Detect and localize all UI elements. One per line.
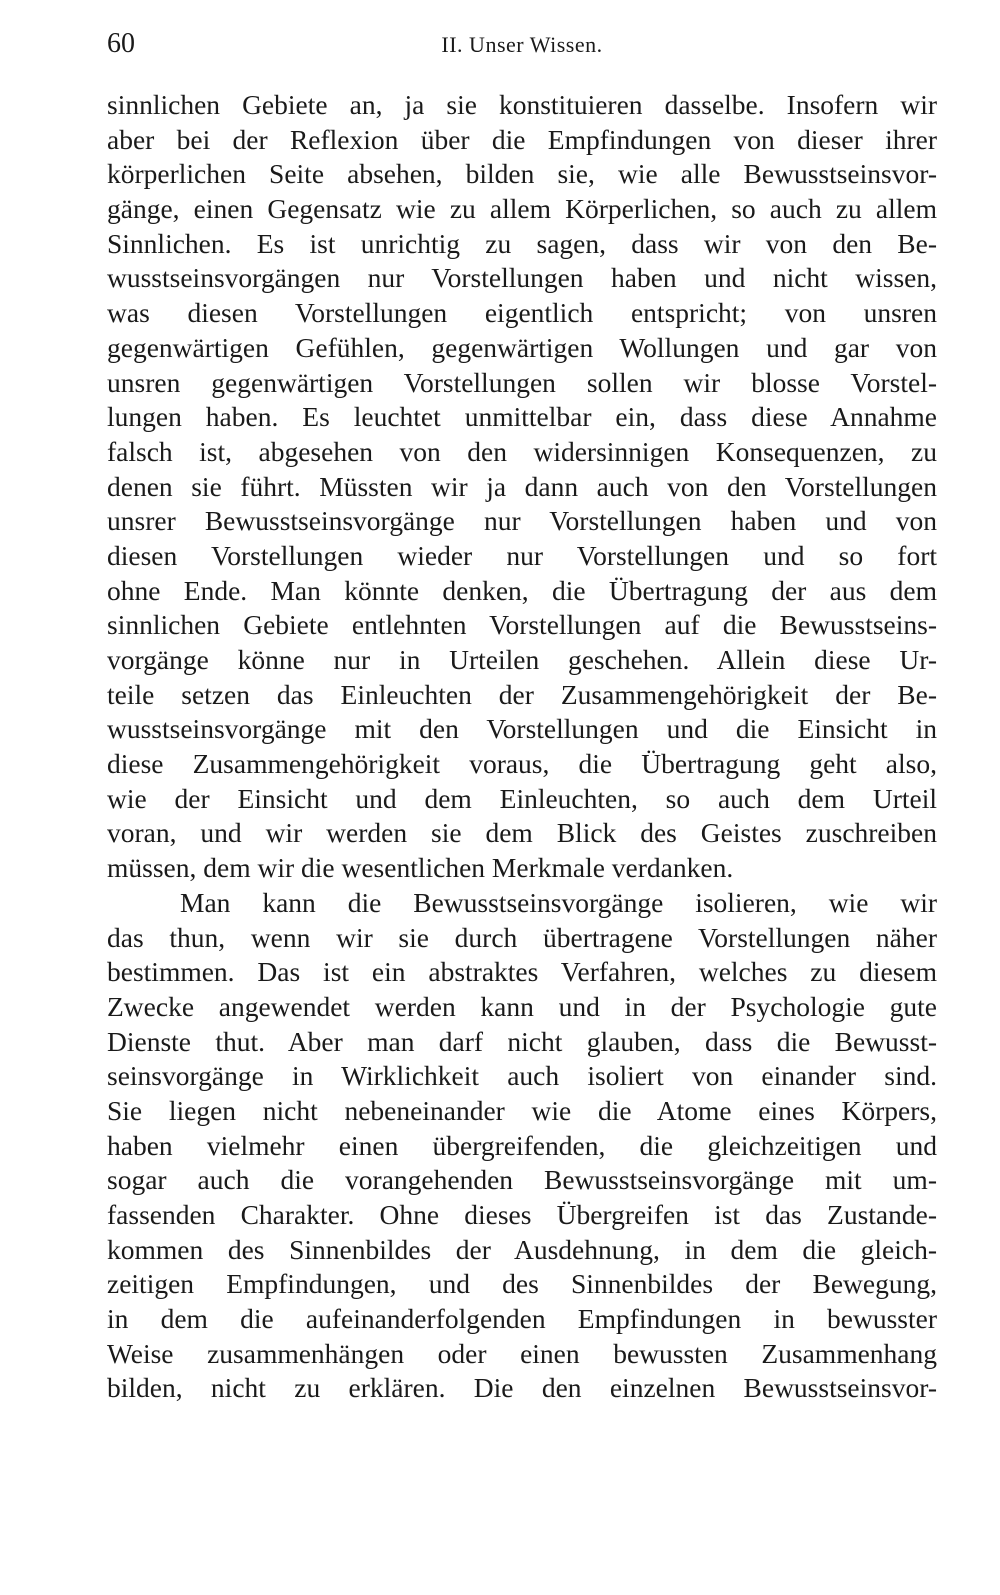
text-line: was diesen Vorstellungen eigentlich entspricht; von unsren [107,297,937,329]
text-line: diesen Vorstellungen wieder nur Vorstellungen und so fort [107,539,937,571]
text-line: unsrer Bewusstseinsvorgänge nur Vorstellungen haben und von [107,505,937,537]
text-line: fassenden Charakter. Ohne dieses Übergreifen ist das Zustande- [107,1199,937,1230]
text-line: gegenwärtigen Gefühlen, gegenwärtigen Wollungen und gar von [107,331,937,363]
text-line: körperlichen Seite absehen, bilden sie, wie alle Bewusstseinsvor- [107,158,937,190]
text-line: unsren gegenwärtigen Vorstellungen sollen wir blosse Vorstel- [107,366,937,398]
running-head: II. Unser Wissen. [441,32,603,57]
text-line: aber bei der Reflexion über die Empfindungen von dieser ihrer [107,123,937,155]
text-line: gänge, einen Gegensatz wie zu allem Körperlichen, so auch zu allem [107,193,937,225]
text-line: falsch ist, abgesehen von den widersinnigen Konsequenzen, zu [107,435,937,467]
text-line: in dem die aufeinanderfolgenden Empfindungen in bewusster [107,1303,937,1335]
text-line: ohne Ende. Man könnte denken, die Übertragung der aus dem [107,574,937,606]
body-text [107,88,937,1406]
text-line: das thun, wenn wir sie durch übertragene Vorstellungen näher [107,921,937,953]
text-line: zeitigen Empfindungen, und des Sinnenbildes der Bewegung, [107,1268,937,1300]
page-number: 60 [107,28,135,59]
text-line: Weise zusammenhängen oder einen bewussten Zusammenhang [107,1337,937,1369]
text-line: Zwecke angewendet werden kann und in der Psychologie gute [107,990,937,1022]
paragraph-start-line: Man kann die Bewusstseinsvorgänge isolieren, wie wir [180,886,937,918]
text-line: Sie liegen nicht nebeneinander wie die Atome eines Körpers, [107,1094,937,1126]
text-line: diese Zusammengehörigkeit voraus, die Übertragung geht also, [107,748,937,780]
text-line: denen sie führt. Müssten wir ja dann auch von den Vorstellungen [107,470,937,502]
text-line: wusstseinsvorgängen nur Vorstellungen haben und nicht wissen, [107,262,937,294]
text-line: wusstseinsvorgänge mit den Vorstellungen und die Einsicht in [107,713,937,745]
text-line: lungen haben. Es leuchtet unmittelbar ein, dass diese Annahme [107,401,937,433]
text-line: voran, und wir werden sie dem Blick des Geistes zuschreiben [107,817,937,849]
text-line: kommen des Sinnenbildes der Ausdehnung, in dem die gleich- [107,1233,937,1265]
text-line: wie der Einsicht und dem Einleuchten, so auch dem Urteil [107,782,937,814]
text-line: sogar auch die vorangehenden Bewusstseinsvorgänge mit um- [107,1164,937,1196]
text-line: bestimmen. Das ist ein abstraktes Verfahren, welches zu diesem [107,956,937,988]
text-line: Dienste thut. Aber man darf nicht glauben, dass die Bewusst- [107,1025,937,1057]
text-line: sinnlichen Gebiete entlehnten Vorstellungen auf die Bewusstseins- [107,609,937,641]
text-line: vorgänge könne nur in Urteilen geschehen. Allein diese Ur- [107,644,937,675]
paragraph-end-line: müssen, dem wir die wesentlichen Merkmale verdanken. [107,852,734,884]
text-line: teile setzen das Einleuchten der Zusammengehörigkeit der Be- [107,678,937,710]
page-header [107,22,937,62]
text-line: Sinnlichen. Es ist unrichtig zu sagen, dass wir von den Be- [107,227,937,259]
text-line: bilden, nicht zu erklären. Die den einzelnen Bewusstseinsvor- [107,1372,937,1404]
text-line: seinsvorgänge in Wirklichkeit auch isoliert von einander sind. [107,1060,937,1092]
text-line: haben vielmehr einen übergreifenden, die gleichzeitigen und [107,1129,937,1161]
text-line: sinnlichen Gebiete an, ja sie konstituieren dasselbe. Insofern wir [107,89,937,120]
